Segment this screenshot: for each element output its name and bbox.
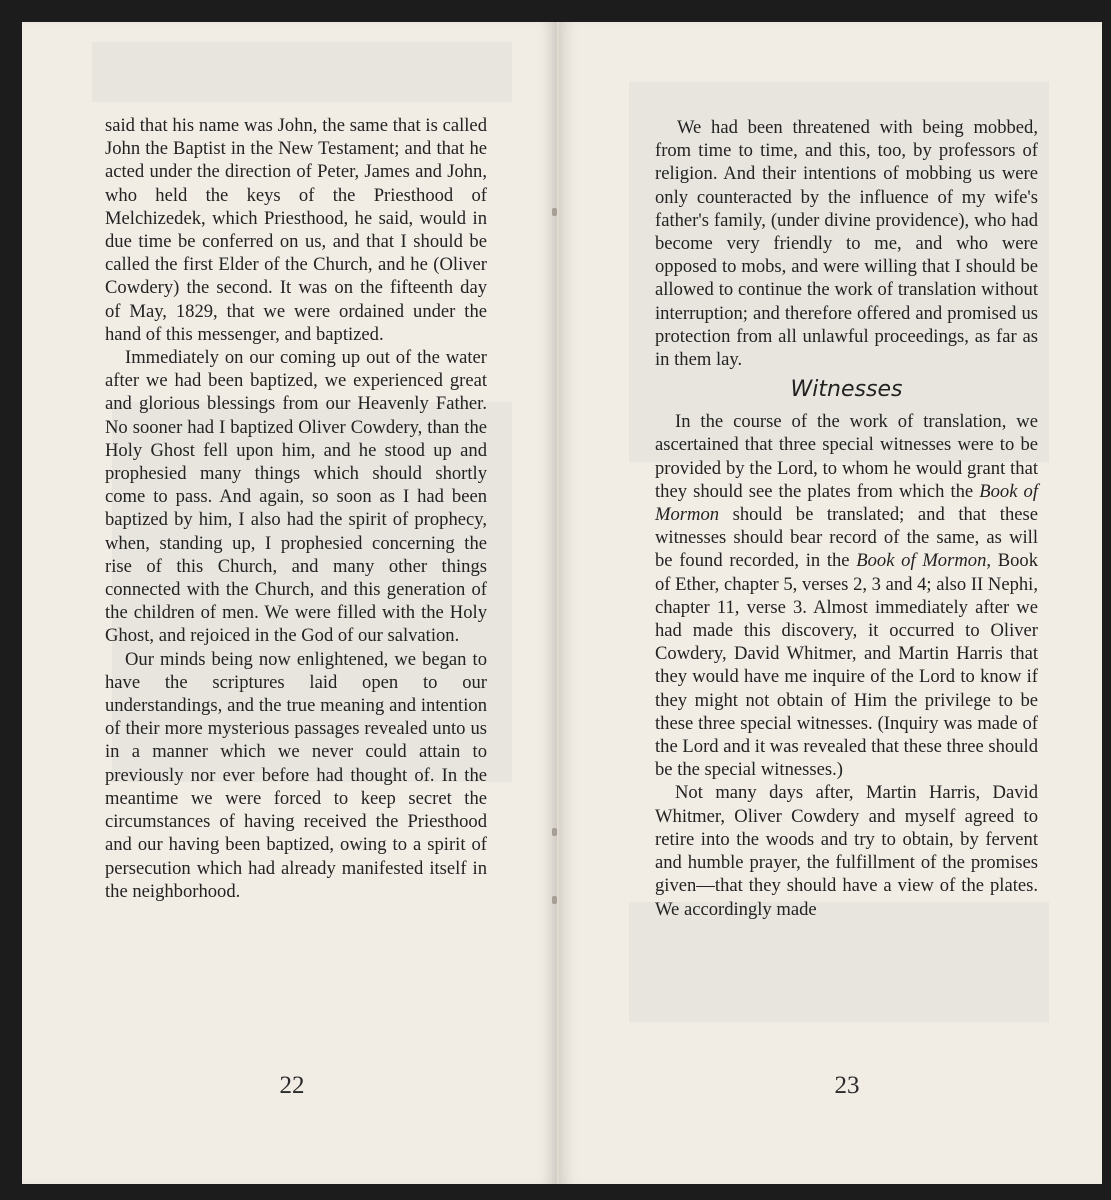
book-title: Book of Mormon xyxy=(655,480,1038,526)
paragraph: said that his name was John, the same that is called John the Baptist in the New Testament; and that he acted under the direction of Peter, James and John, who held the keys of the Priesthood of Melchizedek, which Priesthood, he said, would in due time be conferred on us, and that I should be called the first Elder of the Church, and he (Oliver Cowdery) the second. It was on the fifteenth day of May, 1829, that we were ordained under the hand of this messenger, and baptized. xyxy=(105,115,487,345)
paragraph: Our minds being now enlightened, we began to have the scriptures laid open to our understandings, and the true meaning and intention of their more mysterious passages revealed unto us in a manner which we never could attain to previously nor ever before had thought of. In the meantime we were forced to keep secret the circumstances of having received the Priesthood and our having been baptized, owing to a spirit of persecution which had already manifested itself in the neighborhood. xyxy=(105,648,487,902)
paragraph: We had been threatened with being mobbed, from time to time, and this, too, by professors of religion. And their intentions of mobbing us were only counteracted by the influence of my wife's father's family, (under divine providence), who had become very friendly to me, and who were opposed to mobs, and were willing that I should be allowed to continue the work of translation without interruption; and therefore offered and promised us protection from all unlawful proceedings, as far as in them lay. xyxy=(655,117,1038,371)
paragraph xyxy=(655,410,1038,781)
paragraph: Not many days after, Martin Harris, David Whitmer, Oliver Cowdery and myself agreed to retire into the woods and try to obtain, by fervent and humble prayer, the fulfillment of the promises given—that they should have a view of the plates. We accordingly made xyxy=(655,782,1038,920)
paragraph: Immediately on our coming up out of the water after we had been baptized, we experienced great and glorious blessings from our Heavenly Father. No sooner had I baptized Oliver Cowdery, than the Holy Ghost fell upon him, and he stood up and prophesied many things which should shortly come to pass. And again, so soon as I had been baptized by him, I also had the spirit of prophecy, when, standing up, I prophesied concerning the rise of this Church, and many other things connected with the Church, and this generation of the children of men. We were filled with the Holy Ghost, and rejoiced in the God of our salvation. xyxy=(105,347,487,647)
page-number: 23 xyxy=(834,1072,860,1099)
right-page xyxy=(559,22,1102,1184)
page-number: 22 xyxy=(279,1072,305,1099)
staple xyxy=(552,896,557,904)
right-page-body xyxy=(655,116,1038,921)
booklet-spread xyxy=(22,22,1102,1184)
text-run: should be translated; and that these witnesses should bear record of the same, as will be found recorded, in the xyxy=(655,504,1038,572)
section-heading: Witnesses xyxy=(790,377,903,403)
bleed-through-shading xyxy=(92,42,512,102)
staple xyxy=(552,828,557,836)
left-page xyxy=(22,22,558,1184)
left-page-body xyxy=(105,114,487,903)
text-run: In the course of the work of translation, we ascertained that three special witnesses were to be provided by the Lord, to whom he would grant that they should see the plates from which the xyxy=(655,411,1038,502)
staple xyxy=(552,208,557,216)
book-title: Book of Mormon xyxy=(856,550,987,572)
text-run: , Book of Ether, chapter 5, verses 2, 3 and 4; also II Nephi, chapter 11, verse 3. Almost immediately after we had made this discovery, it occurred to Oliver Cowdery, David Whitmer, and Martin Harris that they would have me inquire of the Lord to know if they might not obtain of Him the privilege to be these three special witnesses. (Inquiry was made of the Lord and it was revealed that these three should be the special witnesses.) xyxy=(655,550,1039,781)
